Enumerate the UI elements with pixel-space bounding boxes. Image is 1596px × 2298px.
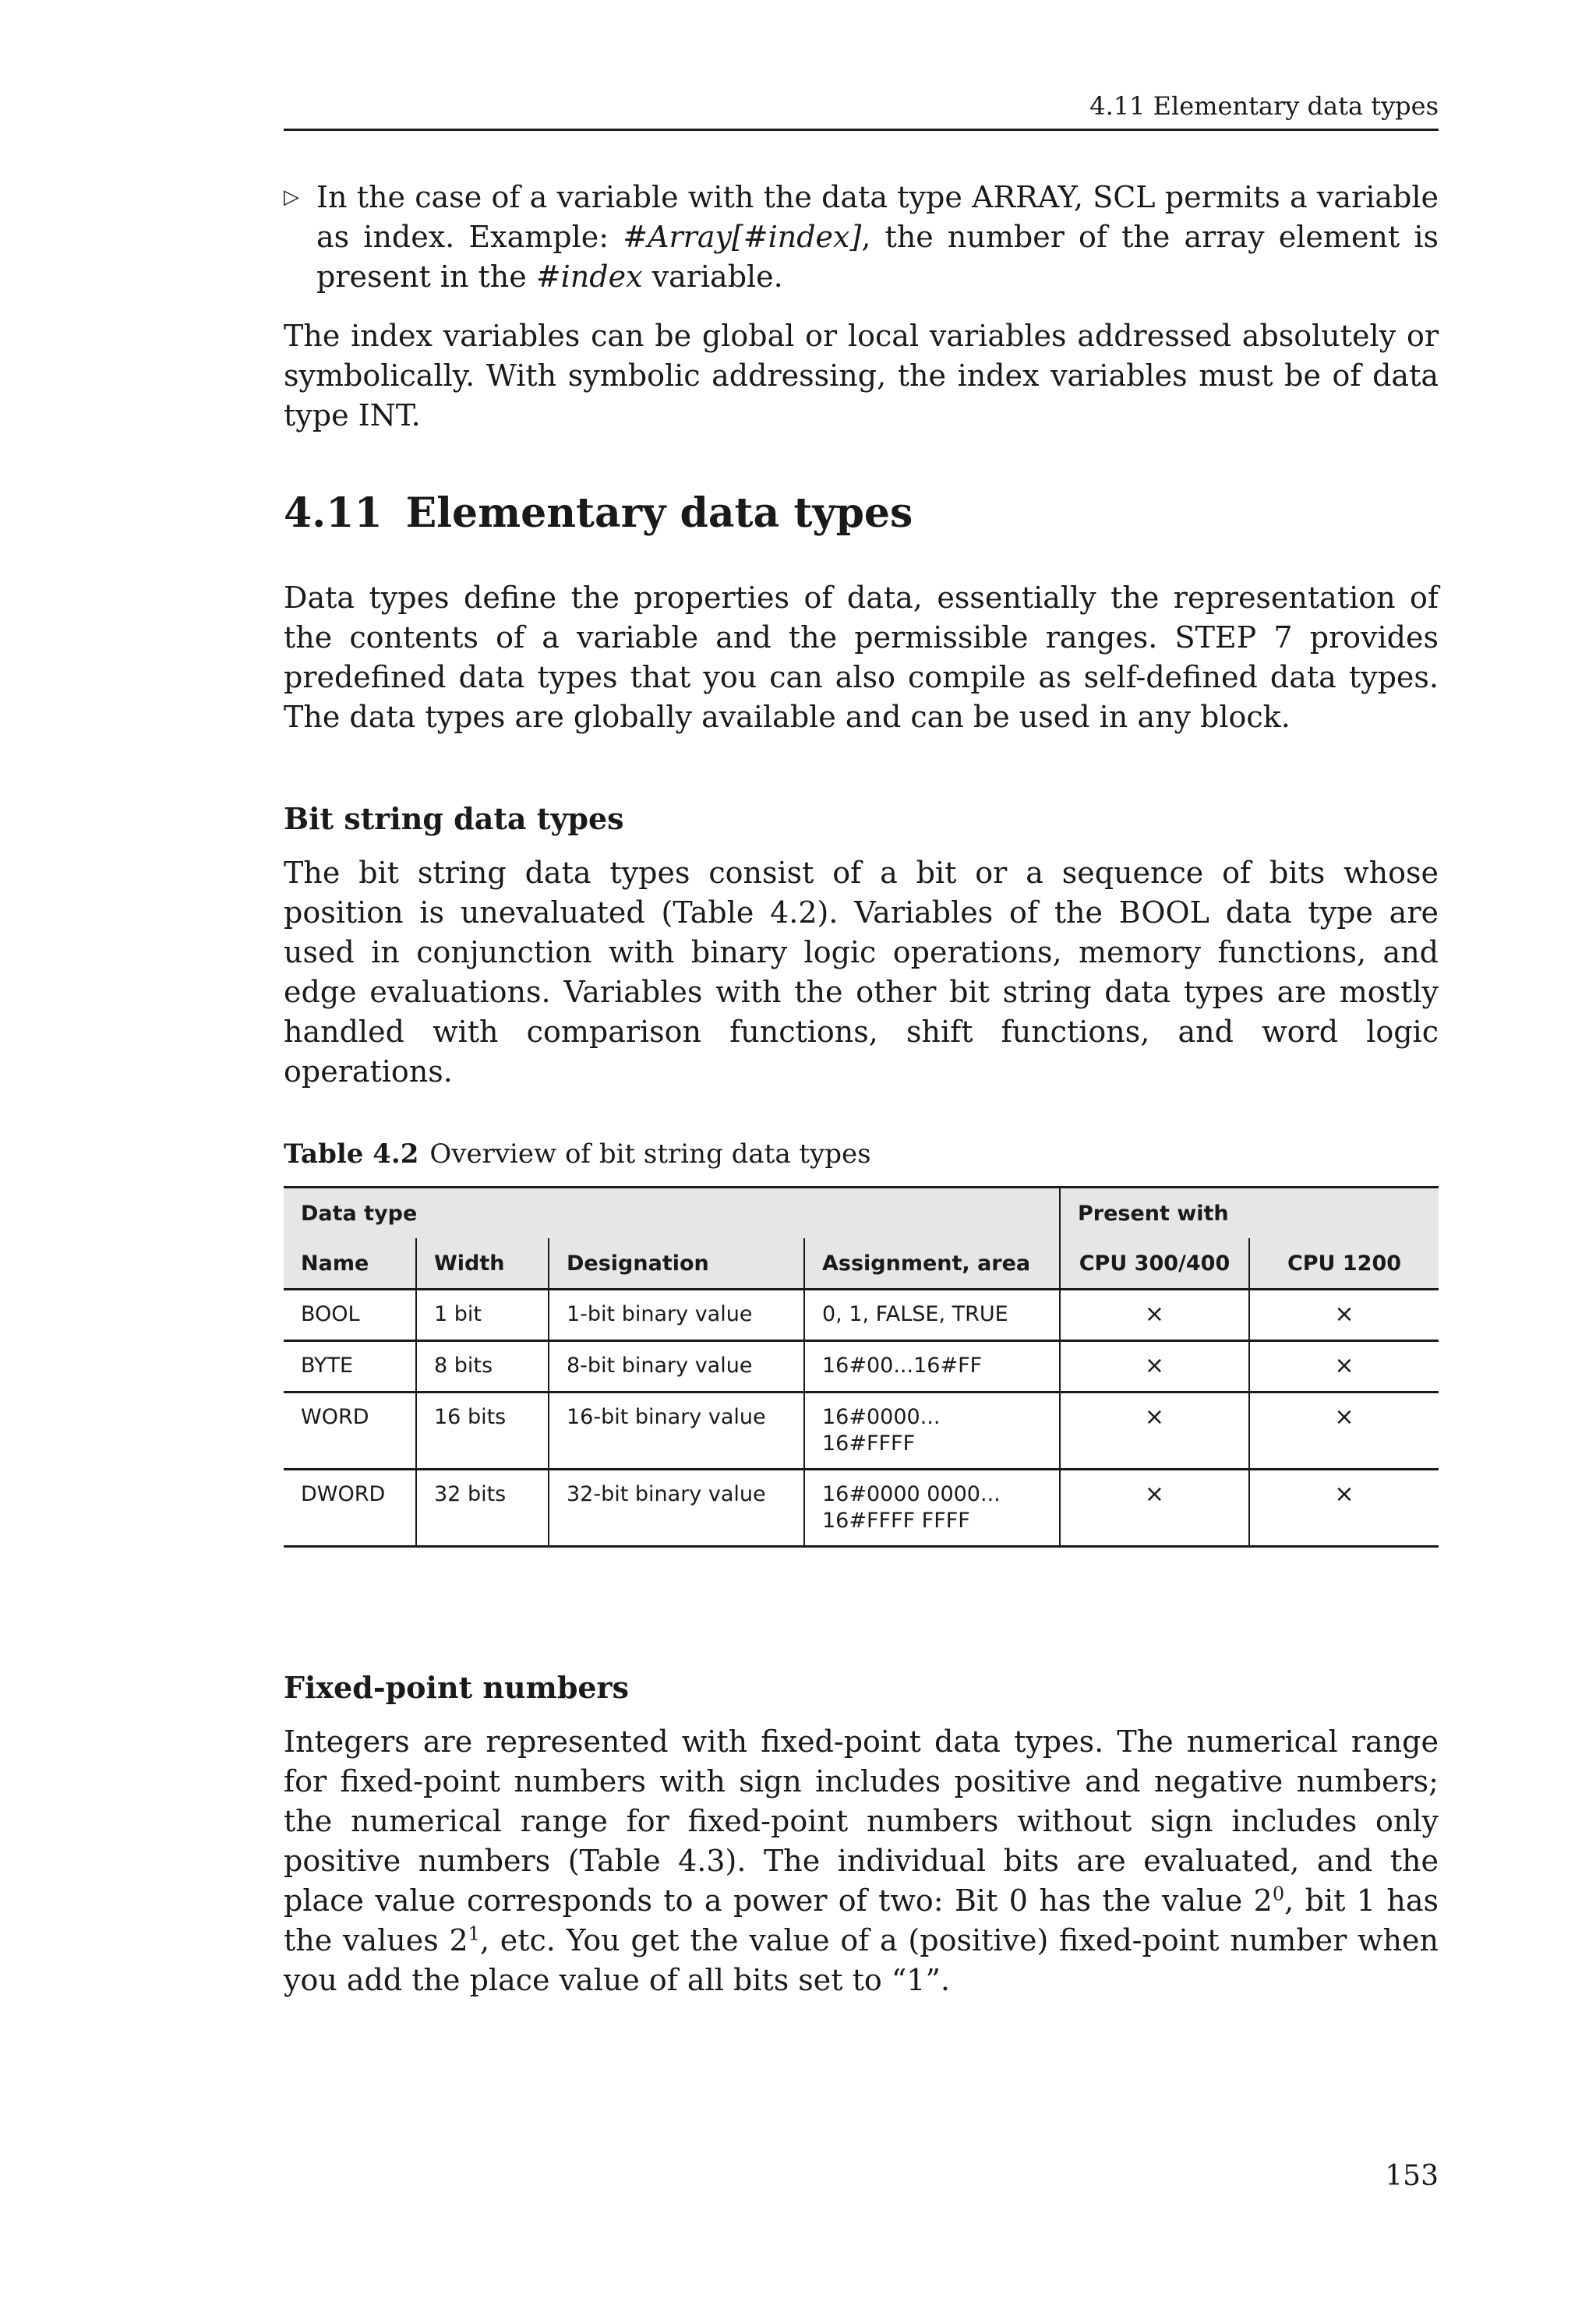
- cell-width: 8 bits: [416, 1341, 549, 1393]
- table-row: [284, 1393, 1439, 1470]
- table-caption-label: Table 4.2: [284, 1138, 419, 1170]
- table-header-row: [284, 1238, 1439, 1290]
- cell-width: 32 bits: [416, 1470, 549, 1547]
- paragraph-intro: Data types define the properties of data, essentially the representation of the contents of a variable and the permissible ranges. STEP 7 provides predefined data types that you can also compile as self-defined data types. The data types are globally available and can be used in any block.: [284, 581, 1439, 734]
- cell-designation: 1-bit binary value: [549, 1290, 804, 1341]
- paragraph-fixed-point: Integers are represented with fixed-point data types. The numerical range for fixed-point numbers with sign includes positive and negative numbers; the numerical range for fixed-point numbers without sign includes only positive numbers (Table 4.3). The individual bits are evaluated, and the place value corresponds to a power of two: Bit 0 has the value $2^0$, bit 1 has the values $2^1$, etc. You get the value of a (positive) fixed-point number when you add the place value of all bits set to “1”.: [284, 1724, 1439, 1997]
- subheading-fixed-point: Fixed-point numbers: [284, 1670, 629, 1705]
- triangle-bullet-icon: ▷: [284, 185, 299, 209]
- paragraph-bit-string: The bit string data types consist of a bit or a sequence of bits whose position is unevaluated (Table 4.2). Variables of the BOOL data type are used in conjunction with binary logic operations, memory functions, and edge evaluations. Variables with the other bit string data types are mostly handled with comparison functions, shift functions, and word logic operations.: [284, 856, 1439, 1089]
- cell-assignment: 16#0000 0000... 16#FFFF FFFF: [804, 1470, 1060, 1547]
- cell-cpu300: [1060, 1393, 1249, 1470]
- page-number: 153: [1385, 2160, 1439, 2192]
- cell-designation: 32-bit binary value: [549, 1470, 804, 1547]
- cross-mark-icon: ×: [1144, 1403, 1165, 1431]
- cell-cpu1200: [1249, 1290, 1439, 1341]
- cross-mark-icon: ×: [1144, 1301, 1165, 1328]
- paragraph-index-variables: The index variables can be global or local variables addressed absolutely or symbolically. With symbolic addressing, the index variables must be of data type INT.: [284, 319, 1439, 432]
- cell-cpu300: [1060, 1470, 1249, 1547]
- section-heading: [284, 487, 1439, 540]
- cell-assignment: 16#00...16#FF: [804, 1341, 1060, 1393]
- cell-cpu1200: [1249, 1393, 1439, 1470]
- bit-string-table: [284, 1186, 1439, 1548]
- bullet-text: In the case of a variable with the data type ARRAY, SCL permits a variable as index. Example: #Array[#index], the number of the array element is present in the #index variable.: [316, 180, 1439, 294]
- cross-mark-icon: ×: [1334, 1403, 1354, 1431]
- running-header: 4.11 Elementary data types: [1089, 91, 1439, 121]
- cell-cpu300: [1060, 1341, 1249, 1393]
- column-header-cpu300: CPU 300/400: [1060, 1238, 1249, 1290]
- column-header-width: Width: [416, 1238, 549, 1290]
- cell-name: WORD: [284, 1393, 416, 1470]
- group-header-data-type: Data type: [284, 1188, 1060, 1239]
- cross-mark-icon: ×: [1334, 1352, 1354, 1379]
- cell-name: DWORD: [284, 1470, 416, 1547]
- cell-assignment: 0, 1, FALSE, TRUE: [804, 1290, 1060, 1341]
- cell-width: 1 bit: [416, 1290, 549, 1341]
- table-row: [284, 1341, 1439, 1393]
- cell-assignment: 16#0000... 16#FFFF: [804, 1393, 1060, 1470]
- group-header-present-with: Present with: [1060, 1188, 1439, 1239]
- bullet-item: [284, 178, 1439, 297]
- cell-cpu1200: [1249, 1341, 1439, 1393]
- cross-mark-icon: ×: [1144, 1481, 1165, 1508]
- cell-cpu300: [1060, 1290, 1249, 1341]
- section-number: 4.11: [284, 489, 383, 537]
- cell-cpu1200: [1249, 1470, 1439, 1547]
- column-header-cpu1200: CPU 1200: [1249, 1238, 1439, 1290]
- table-caption: [284, 1137, 1439, 1171]
- column-header-name: Name: [284, 1238, 416, 1290]
- cross-mark-icon: ×: [1334, 1301, 1354, 1328]
- cell-designation: 8-bit binary value: [549, 1341, 804, 1393]
- array-example: #Array[#index]: [623, 220, 862, 254]
- cross-mark-icon: ×: [1144, 1352, 1165, 1379]
- header-rule: [284, 129, 1439, 131]
- table-caption-text: Overview of bit string data types: [429, 1138, 871, 1170]
- column-header-designation: Designation: [549, 1238, 804, 1290]
- section-title: Elementary data types: [405, 489, 913, 537]
- cell-designation: 16-bit binary value: [549, 1393, 804, 1470]
- cell-width: 16 bits: [416, 1393, 549, 1470]
- column-header-assignment: Assignment, area: [804, 1238, 1060, 1290]
- cross-mark-icon: ×: [1334, 1481, 1354, 1508]
- table-row: [284, 1290, 1439, 1341]
- index-variable-name: #index: [535, 259, 643, 294]
- subheading-bit-string: Bit string data types: [284, 801, 624, 836]
- cell-name: BOOL: [284, 1290, 416, 1341]
- cell-name: BYTE: [284, 1341, 416, 1393]
- table-row: [284, 1470, 1439, 1547]
- table-group-header-row: [284, 1188, 1439, 1239]
